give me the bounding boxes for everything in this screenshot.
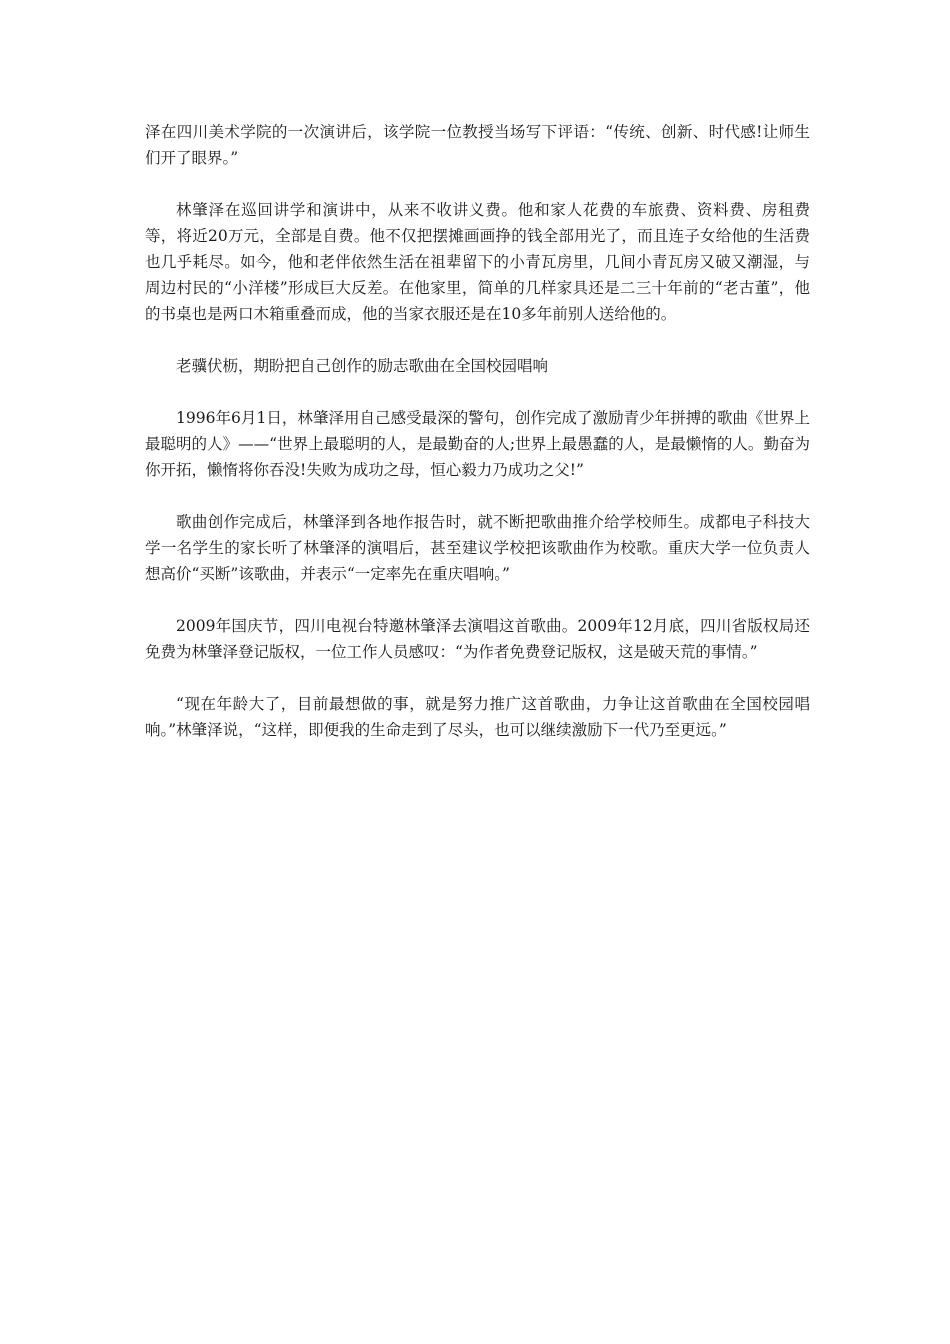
paragraph-song-creation: 1996年6月1日，林肇泽用自己感受最深的警句，创作完成了激励青少年拼搏的歌曲《世界上最聪明的人》——“世界上最聪明的人，是最勤奋的人;世界上最愚蠢的人，是最懒惰的人。勤奋为你开拓，懒惰将你吞没!失败为成功之母，恒心毅力乃成功之父!” — [145, 409, 810, 479]
paragraph-continued-quote: 泽在四川美术学院的一次演讲后，该学院一位教授当场写下评语：“传统、创新、时代感!让师生们开了眼界。” — [145, 123, 810, 167]
paragraph-copyright: 2009年国庆节，四川电视台特邀林肇泽去演唱这首歌曲。2009年12月底，四川省版权局还免费为林肇泽登记版权，一位工作人员感叹：“为作者免费登记版权，这是破天荒的事情。” — [145, 617, 810, 661]
section-heading: 老骥伏枥，期盼把自己创作的励志歌曲在全国校园唱响 — [176, 357, 549, 375]
article-body — [145, 119, 810, 743]
paragraph-closing-quote: “现在年龄大了，目前最想做的事，就是努力推广这首歌曲，力争让这首歌曲在全国校园唱响。”林肇泽说，“这样，即便我的生命走到了尽头，也可以继续激励下一代乃至更远。” — [145, 695, 810, 739]
paragraph-self-funded: 林肇泽在巡回讲学和演讲中，从来不收讲义费。他和家人花费的车旅费、资料费、房租费等，将近20万元，全部是自费。他不仅把摆摊画画挣的钱全部用光了，而且连子女给他的生活费也几乎耗尽。如今，他和老伴依然生活在祖辈留下的小青瓦房里，几间小青瓦房又破又潮湿，与周边村民的“小洋楼”形成巨大反差。在他家里，简单的几样家具还是二三十年前的“老古董”，他的书桌也是两口木箱重叠而成，他的当家衣服还是在10多年前别人送给他的。 — [145, 201, 810, 323]
paragraph-song-promotion: 歌曲创作完成后，林肇泽到各地作报告时，就不断把歌曲推介给学校师生。成都电子科技大学一名学生的家长听了林肇泽的演唱后，甚至建议学校把该歌曲作为校歌。重庆大学一位负责人想高价“买断”该歌曲，并表示“一定率先在重庆唱响。” — [145, 513, 810, 583]
